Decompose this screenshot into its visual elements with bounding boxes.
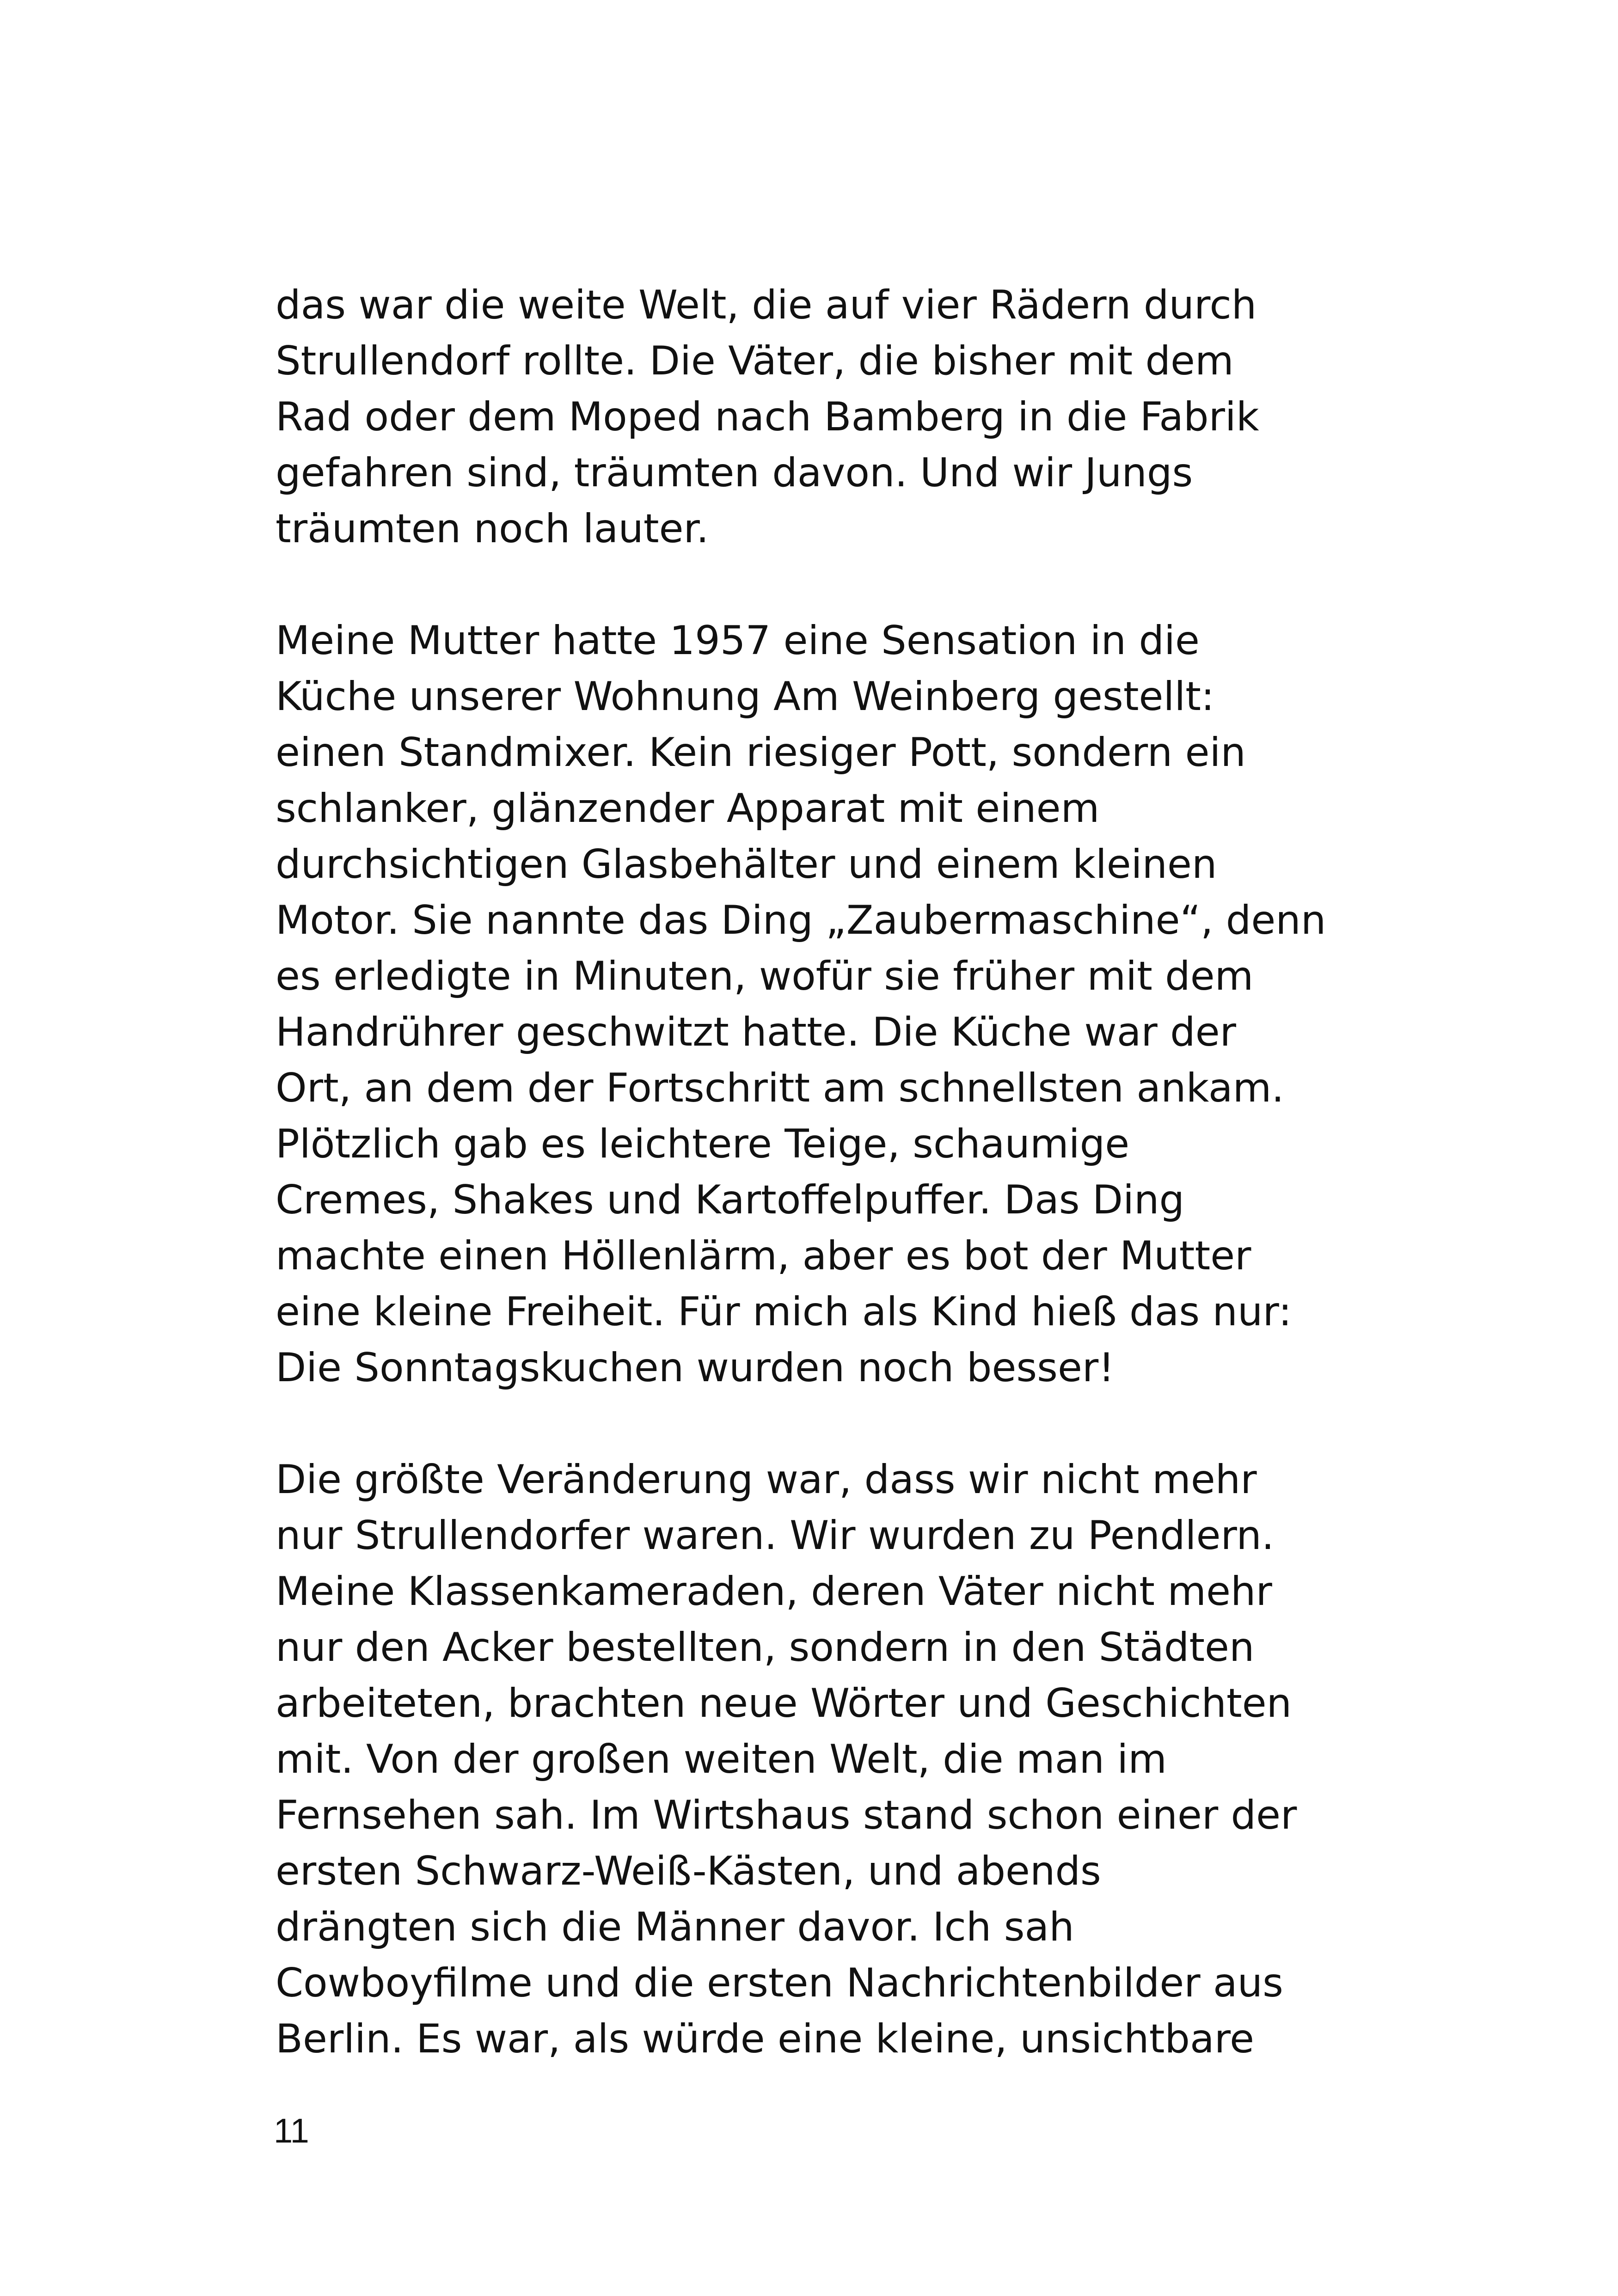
text-line: Die größte Veränderung war, dass wir nicht mehr	[276, 1457, 1257, 1503]
text-line: Rad oder dem Moped nach Bamberg in die Fabrik	[276, 394, 1259, 440]
text-line: ersten Schwarz-Weiß-Kästen, und abends	[276, 1848, 1101, 1894]
text-line: Motor. Sie nannte das Ding „Zaubermaschine“, denn	[276, 897, 1326, 943]
text-line: schlanker, glänzender Apparat mit einem	[276, 785, 1100, 832]
text-line: es erledigte in Minuten, wofür sie früher mit dem	[276, 953, 1254, 999]
text-line: Cowboyfilme und die ersten Nachrichtenbilder aus	[276, 1960, 1283, 2006]
text-line: eine kleine Freiheit. Für mich als Kind hieß das nur:	[276, 1289, 1292, 1335]
body-text	[276, 277, 1385, 2123]
text-line: Berlin. Es war, als würde eine kleine, unsichtbare	[276, 2016, 1255, 2062]
text-line: das war die weite Welt, die auf vier Rädern durch	[276, 282, 1257, 328]
text-line: Meine Klassenkameraden, deren Väter nicht mehr	[276, 1568, 1272, 1615]
text-line: durchsichtigen Glasbehälter und einem kleinen	[276, 841, 1217, 888]
text-line: drängten sich die Männer davor. Ich sah	[276, 1904, 1074, 1950]
text-line: nur den Acker bestellten, sondern in den Städten	[276, 1624, 1255, 1671]
text-line: Cremes, Shakes und Kartoffelpuffer. Das Ding	[276, 1177, 1185, 1223]
text-line: Strullendorf rollte. Die Väter, die bisher mit dem	[276, 338, 1234, 384]
text-line: Handrührer geschwitzt hatte. Die Küche war der	[276, 1009, 1236, 1055]
text-line: träumten noch lauter.	[276, 506, 709, 552]
text-line: Meine Mutter hatte 1957 eine Sensation in die	[276, 618, 1200, 664]
paragraph-3	[276, 1452, 1385, 2067]
text-line: Küche unserer Wohnung Am Weinberg gestellt:	[276, 673, 1214, 720]
text-line: einen Standmixer. Kein riesiger Pott, sondern ein	[276, 729, 1246, 776]
paragraph-2	[276, 613, 1385, 1396]
text-line: Ort, an dem der Fortschritt am schnellsten ankam.	[276, 1065, 1284, 1111]
text-line: nur Strullendorfer waren. Wir wurden zu Pendlern.	[276, 1512, 1275, 1559]
text-line: Die Sonntagskuchen wurden noch besser!	[276, 1345, 1115, 1391]
text-line: arbeiteten, brachten neue Wörter und Geschichten	[276, 1680, 1292, 1727]
text-line: Plötzlich gab es leichtere Teige, schaumige	[276, 1121, 1130, 1167]
page-number: 11	[274, 2112, 309, 2150]
text-line: Fernsehen sah. Im Wirtshaus stand schon einer der	[276, 1792, 1297, 1838]
text-line: gefahren sind, träumten davon. Und wir Jungs	[276, 450, 1193, 496]
text-line: mit. Von der großen weiten Welt, die man im	[276, 1736, 1167, 1782]
text-line: machte einen Höllenlärm, aber es bot der Mutter	[276, 1233, 1251, 1279]
paragraph-1	[276, 277, 1385, 557]
